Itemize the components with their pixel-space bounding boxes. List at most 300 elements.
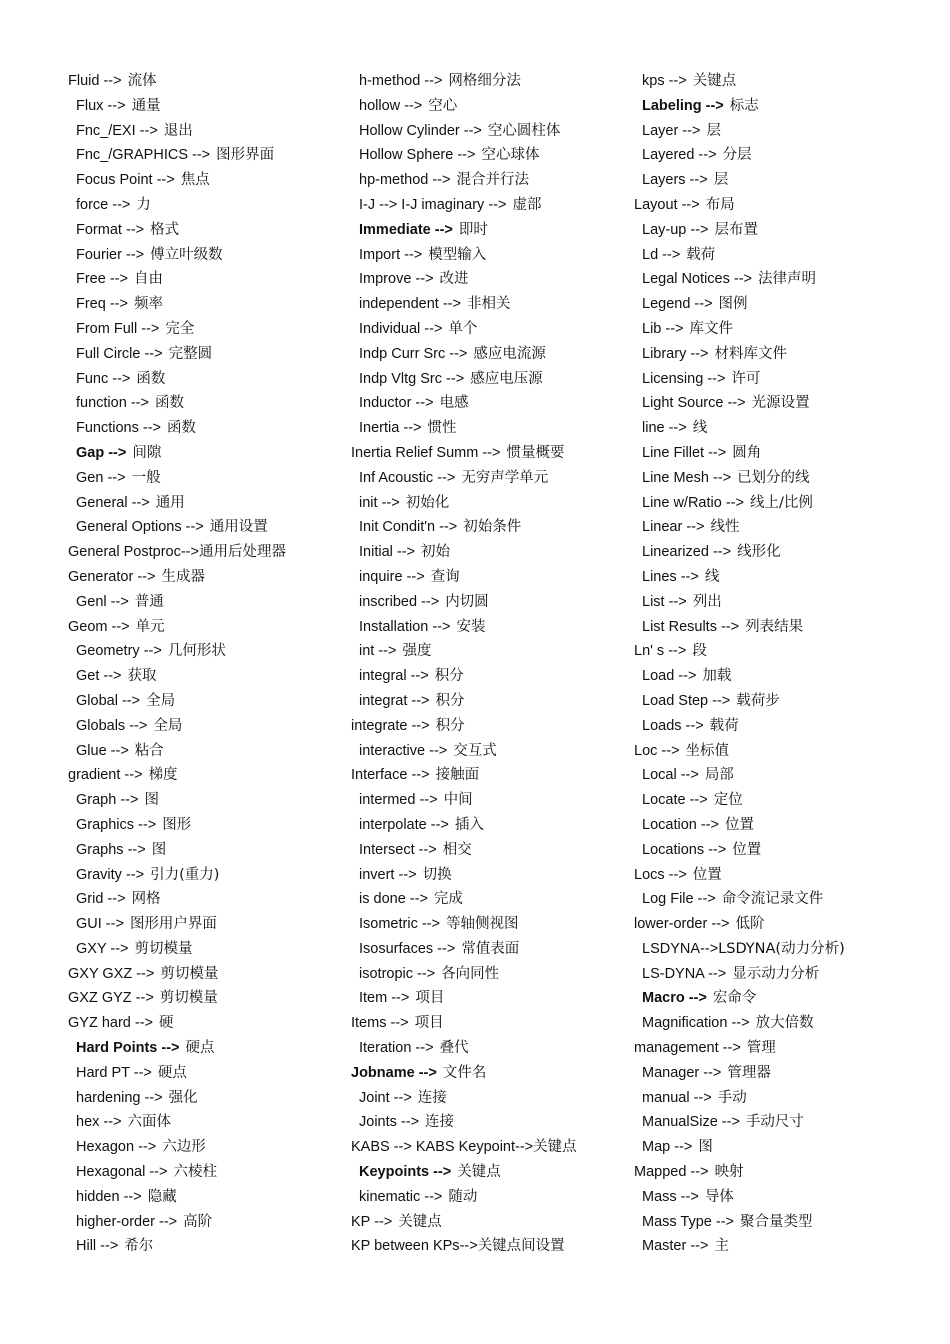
arrow-separator: --> — [658, 246, 681, 263]
arrow-separator: --> — [399, 420, 422, 437]
glossary-entry — [351, 515, 621, 540]
glossary-entry — [634, 863, 934, 888]
arrow-separator: --> — [145, 1164, 168, 1181]
arrow-separator: --> — [711, 1213, 735, 1230]
arrow-separator: --> — [689, 1089, 712, 1106]
arrow-separator: --> — [690, 296, 713, 313]
term-chinese: 导体 — [704, 1188, 734, 1205]
term-english: Hill — [76, 1238, 97, 1255]
term-chinese: 通用 — [155, 494, 185, 511]
term-chinese: 线性 — [710, 519, 740, 536]
arrow-separator: --> — [696, 816, 719, 833]
arrow-separator: --> — [105, 271, 128, 288]
term-chinese: 通用后处理器 — [198, 544, 286, 561]
arrow-separator: --> — [686, 221, 709, 238]
term-english: Ld — [642, 246, 659, 263]
term-english: Get — [76, 668, 100, 685]
term-english: List Results — [642, 618, 717, 635]
term-chinese: 显示动力分析 — [732, 965, 820, 982]
term-english: Func — [76, 370, 109, 387]
glossary-entry — [68, 962, 338, 987]
term-chinese: 低阶 — [735, 916, 765, 933]
glossary-entry — [351, 863, 621, 888]
term-chinese: 层 — [713, 172, 729, 189]
glossary-entry — [634, 1110, 934, 1135]
term-chinese: 一般 — [131, 469, 161, 486]
glossary-entry — [634, 962, 934, 987]
term-english: Graphs — [76, 841, 124, 858]
term-english: Magnification — [642, 1015, 728, 1032]
term-chinese: 积分 — [435, 692, 465, 709]
glossary-entry — [634, 367, 934, 392]
term-english: inscribed — [359, 593, 418, 610]
term-chinese: 列出 — [692, 593, 722, 610]
arrow-separator: --> — [718, 1040, 741, 1057]
term-english: GXY — [76, 940, 107, 957]
term-english: interpolate — [359, 816, 427, 833]
arrow-separator: --> — [394, 866, 417, 883]
term-chinese: 位置 — [732, 841, 762, 858]
term-chinese: 生成器 — [161, 568, 205, 585]
arrow-separator: --> — [699, 1064, 722, 1081]
term-english: Load Step — [642, 692, 709, 709]
glossary-entry — [634, 193, 934, 218]
arrow-separator: --> — [414, 841, 437, 858]
column-1 — [68, 69, 338, 1259]
arrow-separator: --> — [123, 841, 146, 858]
term-chinese: 光源设置 — [751, 395, 810, 412]
glossary-entry — [351, 590, 621, 615]
glossary-entry — [351, 69, 621, 94]
arrow-separator: --> — [704, 965, 727, 982]
term-english: Hollow Cylinder — [359, 122, 460, 139]
glossary-entry — [68, 1061, 338, 1086]
glossary-entry — [351, 193, 621, 218]
term-english: General — [76, 494, 128, 511]
term-english: Item — [359, 990, 388, 1007]
term-chinese: 叠代 — [439, 1040, 469, 1057]
arrow-separator: --> — [387, 990, 410, 1007]
term-chinese: 积分 — [434, 668, 464, 685]
arrow-separator: --> — [370, 1213, 393, 1230]
arrow-separator: --> — [664, 420, 687, 437]
term-english: Isosurfaces — [359, 940, 434, 957]
glossary-entry — [351, 267, 621, 292]
term-chinese: 已划分的线 — [737, 469, 810, 486]
term-chinese: 宏命令 — [712, 990, 757, 1007]
term-chinese: 随动 — [448, 1188, 478, 1205]
term-english: Macro — [642, 990, 685, 1007]
glossary-entry — [68, 813, 338, 838]
arrow-separator: --> — [415, 792, 438, 809]
term-chinese: 硬 — [159, 1015, 174, 1032]
glossary-entry — [68, 838, 338, 863]
arrow-separator: --> — [693, 891, 716, 908]
term-english: Indp Vltg Src — [359, 370, 443, 387]
arrow-separator: --> — [139, 643, 162, 660]
arrow-separator: --> — [126, 395, 149, 412]
term-chinese: 图形 — [162, 816, 192, 833]
glossary-entry — [634, 1086, 934, 1111]
glossary-entry — [68, 565, 338, 590]
arrow-separator: --> — [716, 618, 740, 635]
term-chinese: 积分 — [435, 717, 465, 734]
term-english: inquire — [359, 568, 403, 585]
term-english: Geometry — [76, 643, 140, 660]
glossary-entry — [68, 1160, 338, 1185]
term-chinese: 电感 — [439, 395, 469, 412]
term-chinese: 傅立叶级数 — [150, 246, 223, 263]
term-english: Genl — [76, 593, 107, 610]
arrow-separator: --> — [430, 221, 453, 238]
term-english: LSDYNA — [642, 940, 701, 957]
arrow-separator: --> — [155, 1213, 178, 1230]
arrow-separator: --> — [459, 122, 482, 139]
term-english: Glue — [76, 742, 107, 759]
term-english: Init Condit'n — [359, 519, 436, 536]
term-english: Immediate — [359, 221, 431, 238]
term-chinese: 连接 — [425, 1114, 455, 1131]
term-chinese: 频率 — [133, 296, 163, 313]
glossary-entry — [68, 1234, 338, 1259]
term-english: Inertia Relief Summ — [351, 444, 479, 461]
term-english: Gap — [76, 444, 105, 461]
glossary-entry — [68, 1086, 338, 1111]
arrow-separator: --> — [686, 1164, 709, 1181]
term-english: GYZ hard — [68, 1015, 131, 1032]
arrow-separator: --> — [411, 1040, 434, 1057]
glossary-entry — [68, 515, 338, 540]
term-english: Linear — [642, 519, 683, 536]
term-english: List — [642, 593, 665, 610]
glossary-entry — [351, 1110, 621, 1135]
term-english: Interface — [351, 767, 408, 784]
term-english: hardening — [76, 1089, 141, 1106]
glossary-entry — [351, 466, 621, 491]
glossary-entry — [634, 1036, 934, 1061]
term-english: Lines — [642, 568, 677, 585]
arrow-separator: --> — [386, 1015, 409, 1032]
term-chinese: 图形用户界面 — [129, 916, 217, 933]
term-english: Hard Points — [76, 1040, 158, 1057]
glossary-entry — [351, 441, 621, 466]
term-english: Grid — [76, 891, 104, 908]
arrow-separator: --> — [435, 519, 458, 536]
term-chinese: 线形化 — [737, 544, 781, 561]
term-english: interactive — [359, 742, 426, 759]
glossary-entry — [634, 391, 934, 416]
term-english: GXZ GYZ — [68, 990, 132, 1007]
glossary-entry — [351, 143, 621, 168]
term-english: Joint — [359, 1089, 390, 1106]
glossary-entry — [634, 664, 934, 689]
term-english: KABS --> KABS Keypoint — [351, 1139, 516, 1156]
term-english: Inf Acoustic — [359, 469, 434, 486]
term-chinese: 图例 — [718, 296, 748, 313]
term-english: line — [642, 420, 665, 437]
term-chinese: 手动 — [717, 1089, 747, 1106]
glossary-entry — [68, 986, 338, 1011]
term-chinese: 层 — [706, 122, 721, 139]
term-chinese: 常值表面 — [461, 940, 520, 957]
term-chinese: 剪切模量 — [160, 965, 219, 982]
term-chinese: 相交 — [442, 841, 472, 858]
term-chinese: 安装 — [456, 618, 486, 635]
glossary-entry — [634, 1210, 934, 1235]
glossary-entry — [351, 1086, 621, 1111]
term-english: Flux — [76, 97, 104, 114]
term-english: Global — [76, 692, 118, 709]
term-english: h-method — [359, 73, 421, 89]
arrow-separator: --> — [428, 172, 451, 189]
term-english: Line Mesh — [642, 469, 709, 486]
term-english: Gen — [76, 469, 104, 486]
arrow-separator: --> — [157, 1040, 180, 1057]
arrow-separator: --> — [131, 990, 154, 1007]
term-english: General Options — [76, 519, 182, 536]
arrow-separator: --> — [99, 73, 122, 89]
term-chinese: 法律声明 — [758, 271, 817, 288]
arrow-separator: --> — [707, 916, 730, 933]
arrow-separator: --> — [137, 320, 160, 337]
term-english: Mass Type — [642, 1213, 712, 1230]
term-english: Line Fillet — [642, 444, 705, 461]
term-chinese: 项目 — [415, 990, 445, 1007]
term-chinese: 关键点 — [533, 1139, 577, 1156]
term-chinese: 无穷声学单元 — [461, 469, 549, 486]
arrow-separator: --> — [374, 643, 397, 660]
glossary-entry — [351, 937, 621, 962]
glossary-entry — [68, 763, 338, 788]
term-chinese: 剪切模量 — [159, 990, 218, 1007]
term-english: is done — [359, 891, 406, 908]
term-english: Functions — [76, 420, 139, 437]
glossary-entry — [351, 615, 621, 640]
glossary-entry — [351, 1036, 621, 1061]
arrow-separator: --> — [674, 668, 697, 685]
arrow-separator: --> — [433, 940, 456, 957]
term-english: int — [359, 643, 375, 660]
term-chinese: 焦点 — [180, 172, 210, 189]
arrow-separator: --> — [101, 916, 124, 933]
term-chinese: 粘合 — [134, 742, 164, 759]
term-english: Layer — [642, 122, 679, 139]
arrow-separator: --> — [708, 692, 731, 709]
term-english: Fnc_/EXI — [76, 122, 136, 139]
term-english: integral — [359, 668, 407, 685]
term-chinese: 全局 — [146, 692, 176, 709]
glossary-entry — [351, 714, 621, 739]
term-english: hex — [76, 1114, 100, 1131]
arrow-separator: --> — [515, 1139, 534, 1156]
term-chinese: 引力(重力) — [150, 866, 220, 883]
term-english: Line w/Ratio — [642, 494, 722, 511]
term-chinese: 强度 — [402, 643, 432, 660]
term-english: force — [76, 196, 109, 213]
arrow-separator: --> — [681, 717, 704, 734]
term-chinese: 文件名 — [442, 1064, 487, 1081]
term-english: Graphics — [76, 816, 135, 833]
arrow-separator: --> — [99, 1114, 122, 1131]
term-english: init — [359, 494, 378, 511]
arrow-separator: --> — [704, 841, 727, 858]
term-english: hidden — [76, 1188, 120, 1205]
glossary-entry — [634, 143, 934, 168]
arrow-separator: --> — [417, 916, 440, 933]
arrow-separator: --> — [402, 568, 425, 585]
term-chinese: 函数 — [136, 370, 166, 387]
arrow-separator: --> — [181, 519, 204, 536]
arrow-separator: --> — [140, 1089, 163, 1106]
glossary-entry — [634, 714, 934, 739]
term-chinese: 感应电流源 — [473, 345, 546, 362]
arrow-separator: --> — [108, 196, 131, 213]
glossary-entry — [68, 416, 338, 441]
term-english: Log File — [642, 891, 694, 908]
term-english: kps — [642, 73, 665, 89]
glossary-entry — [68, 218, 338, 243]
term-chinese: 图形界面 — [216, 147, 275, 164]
arrow-separator: --> — [108, 370, 131, 387]
term-chinese: 改进 — [439, 271, 469, 288]
term-english: Locate — [642, 792, 686, 809]
term-english: Iteration — [359, 1040, 412, 1057]
glossary-entry — [351, 1160, 621, 1185]
glossary-entry — [351, 1011, 621, 1036]
glossary-entry — [351, 391, 621, 416]
arrow-separator: --> — [132, 965, 155, 982]
term-english: Local — [642, 767, 677, 784]
arrow-separator: --> — [130, 1015, 154, 1032]
term-chinese: 命令流记录文件 — [721, 891, 824, 908]
glossary-entry — [634, 590, 934, 615]
term-chinese: 空心球体 — [481, 147, 540, 164]
glossary-entry — [68, 689, 338, 714]
glossary-entry — [351, 94, 621, 119]
term-english: KP — [351, 1213, 371, 1230]
glossary-entry — [634, 342, 934, 367]
term-chinese: 单元 — [135, 618, 165, 635]
term-english: Generator — [68, 568, 134, 585]
term-chinese: 六面体 — [127, 1114, 172, 1131]
term-chinese: 硬点 — [157, 1064, 187, 1081]
arrow-separator: --> — [117, 692, 141, 709]
term-english: General Postproc — [68, 544, 181, 561]
term-chinese: 图 — [698, 1139, 713, 1156]
glossary-entry — [351, 565, 621, 590]
glossary-entry — [351, 1210, 621, 1235]
glossary-entry — [634, 813, 934, 838]
arrow-separator: --> — [429, 1164, 452, 1181]
glossary-entry — [634, 1011, 934, 1036]
arrow-separator: --> — [442, 370, 465, 387]
term-english: manual — [642, 1089, 690, 1106]
term-english: Fluid — [68, 73, 100, 89]
term-chinese: 放大倍数 — [755, 1015, 814, 1032]
term-english: Indp Curr Src — [359, 345, 446, 362]
glossary-entry — [351, 367, 621, 392]
term-english: integrate — [351, 717, 408, 734]
arrow-separator: --> — [433, 469, 456, 486]
term-english: Linearized — [642, 544, 709, 561]
term-chinese: 载荷步 — [736, 692, 780, 709]
glossary-entry — [634, 1160, 934, 1185]
glossary-entry — [634, 788, 934, 813]
arrow-separator: --> — [140, 345, 163, 362]
column-3 — [634, 69, 934, 1259]
term-english: intermed — [359, 792, 416, 809]
term-english: Lib — [642, 320, 662, 337]
arrow-separator: --> — [723, 395, 746, 412]
arrow-separator: --> — [428, 618, 451, 635]
glossary-entry — [351, 986, 621, 1011]
arrow-separator: --> — [701, 97, 724, 114]
term-chinese: 通量 — [131, 97, 161, 114]
arrow-separator: --> — [684, 990, 707, 1007]
term-chinese: 六棱柱 — [173, 1164, 217, 1181]
term-english: Location — [642, 816, 697, 833]
glossary-entry — [634, 838, 934, 863]
arrow-separator: --> — [120, 767, 143, 784]
term-chinese: 关键点间设置 — [477, 1238, 565, 1255]
arrow-separator: --> — [135, 122, 158, 139]
term-chinese: 流体 — [127, 73, 157, 89]
arrow-separator: --> — [405, 891, 428, 908]
term-chinese: 局部 — [704, 767, 734, 784]
glossary-entry — [68, 143, 338, 168]
term-english: Hollow Sphere — [359, 147, 454, 164]
arrow-separator: --> — [96, 1238, 119, 1255]
glossary-entry — [634, 1234, 934, 1259]
term-chinese: 插入 — [454, 816, 484, 833]
term-english: Freq — [76, 296, 106, 313]
arrow-separator: --> — [708, 544, 732, 561]
term-chinese: 自由 — [133, 271, 163, 288]
term-chinese: 主 — [714, 1238, 729, 1255]
arrow-separator: --> — [400, 97, 423, 114]
term-chinese: 单个 — [448, 320, 478, 337]
term-english: gradient — [68, 767, 121, 784]
term-chinese: 查询 — [430, 568, 460, 585]
glossary-entry — [68, 193, 338, 218]
term-english: Hard PT — [76, 1064, 130, 1081]
term-chinese: 间隙 — [132, 444, 162, 461]
term-chinese: 即时 — [458, 221, 488, 238]
glossary-entry — [634, 1061, 934, 1086]
term-chinese: 惯性 — [427, 420, 457, 437]
glossary-entry — [634, 887, 934, 912]
arrow-separator: --> — [180, 544, 199, 561]
glossary-entry — [351, 1234, 621, 1259]
term-english: Map — [642, 1139, 671, 1156]
term-chinese: 空心圆柱体 — [487, 122, 561, 139]
glossary-entry — [68, 1036, 338, 1061]
glossary-entry — [68, 119, 338, 144]
arrow-separator: --> — [125, 717, 148, 734]
term-chinese: 线 — [692, 420, 708, 437]
term-chinese: 连接 — [417, 1089, 447, 1106]
glossary-entry — [634, 69, 934, 94]
arrow-separator: --> — [727, 1015, 750, 1032]
glossary-entry — [634, 986, 934, 1011]
glossary-entry — [68, 441, 338, 466]
term-chinese: 切换 — [422, 866, 452, 883]
glossary-entry — [634, 94, 934, 119]
term-english: Improve — [359, 271, 412, 288]
term-english: Keypoints — [359, 1164, 430, 1181]
term-english: integrat — [359, 692, 408, 709]
term-english: From Full — [76, 320, 138, 337]
